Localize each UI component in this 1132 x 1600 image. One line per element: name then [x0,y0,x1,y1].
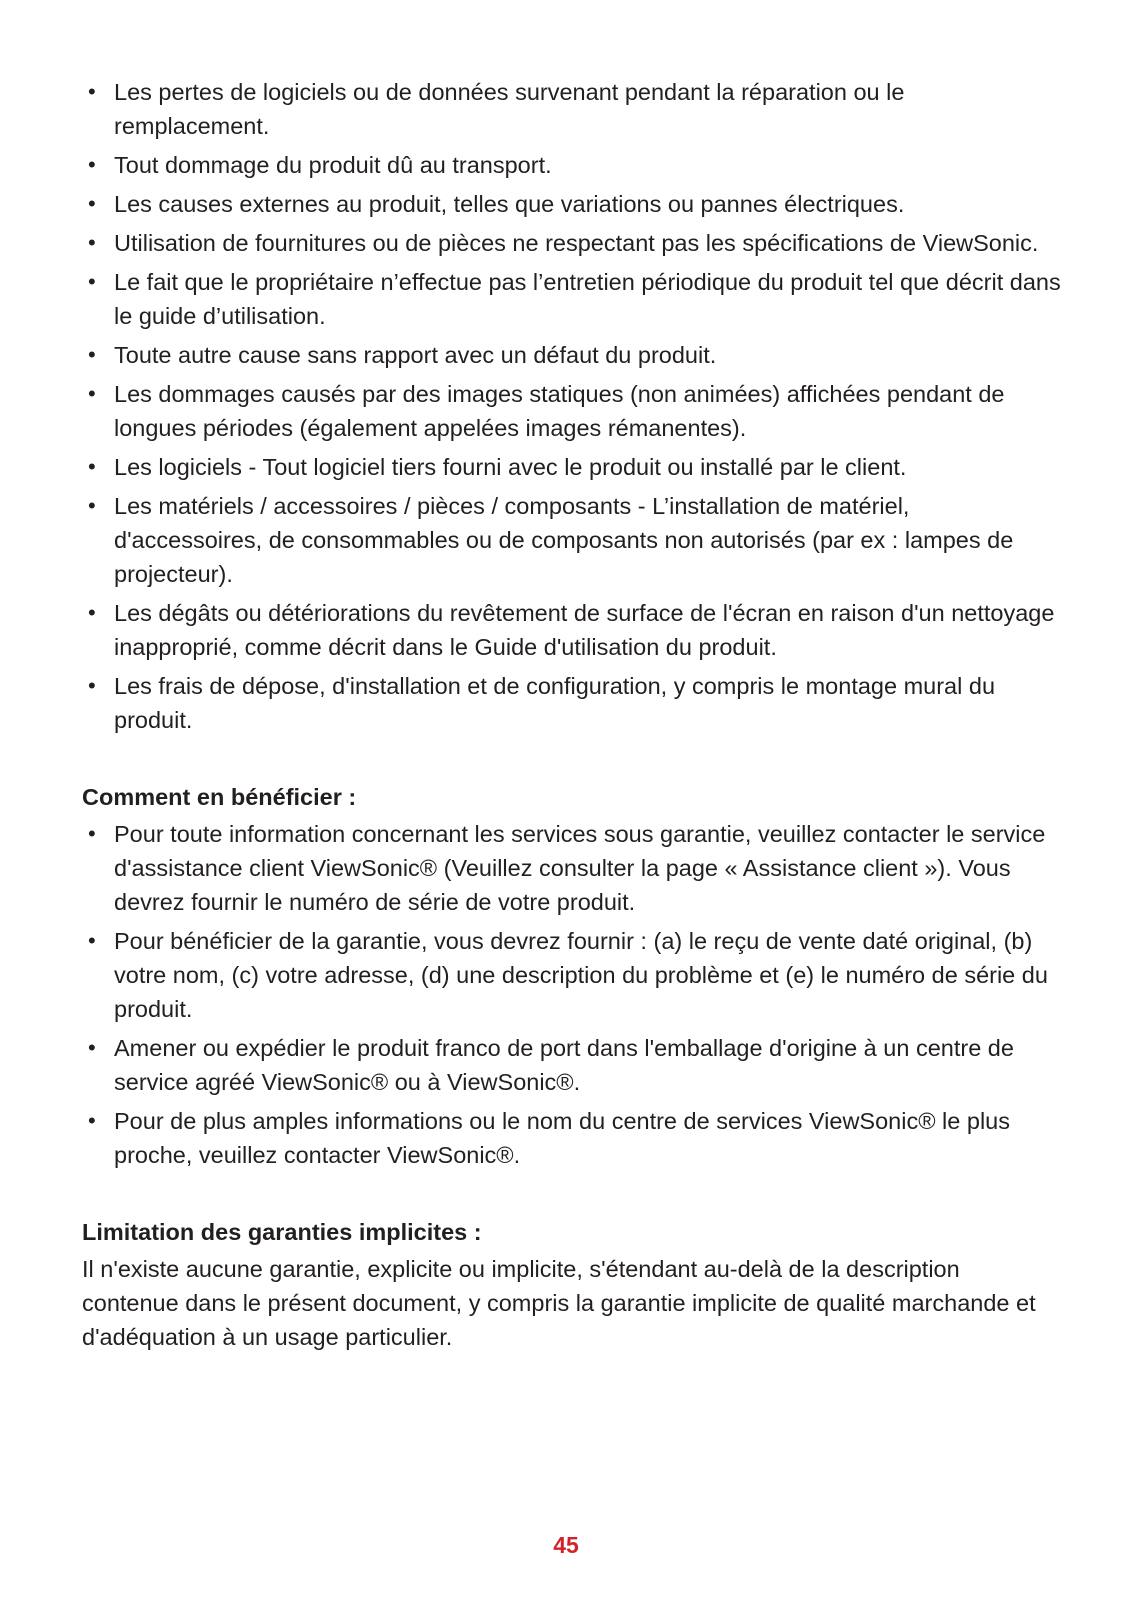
bullet-icon: • [88,381,96,406]
list-item-text: Les dommages causés par des images statiques (non animées) affichées pendant de longues périodes (également appelées images rémanentes). [114,381,1005,441]
bullet-icon: • [88,1035,96,1060]
list-item-text: Utilisation de fournitures ou de pièces ne respectant pas les spécifications de ViewSonic. [114,230,1039,256]
bullet-icon: • [88,821,96,846]
bullet-icon: • [88,493,96,518]
list-item-text: Les dégâts ou détériorations du revêtement de surface de l'écran en raison d'un nettoyage inapproprié, comme décrit dans le Guide d'utilisation du produit. [114,600,1055,660]
bullet-icon: • [88,269,96,294]
section-title-limitation: Limitation des garanties implicites : [82,1219,482,1245]
document-page [82,75,1062,1354]
bullet-icon: • [88,342,96,367]
list-item [82,226,1062,260]
bullet-icon: • [88,600,96,625]
list-item [82,1104,1062,1172]
list-item [82,450,1062,484]
list-item [82,377,1062,445]
list-item [82,148,1062,182]
bullet-icon: • [88,152,96,177]
bullet-icon: • [88,673,96,698]
section-title-how-to: Comment en bénéficier : [82,784,357,810]
list-item-text: Tout dommage du produit dû au transport. [114,152,552,178]
page-number: 45 [553,1532,579,1558]
list-item-text: Pour de plus amples informations ou le nom du centre de services ViewSonic® le plus proche, veuillez contacter ViewSonic®. [114,1108,1010,1168]
list-item-text: Amener ou expédier le produit franco de port dans l'emballage d'origine à un centre de service agréé ViewSonic® ou à ViewSonic®. [114,1035,1014,1095]
list-item [82,817,1062,919]
bullet-icon: • [88,1108,96,1133]
list-item [82,669,1062,737]
list-item-text: Le fait que le propriétaire n’effectue pas l’entretien périodique du produit tel que décrit dans le guide d’utilisation. [114,269,1061,329]
list-item [82,596,1062,664]
list-item [82,75,1062,143]
limitation-paragraph: Il n'existe aucune garantie, explicite ou implicite, s'étendant au-delà de la description contenue dans le présent document, y compris la garantie implicite de qualité marchande et d'adéquation à un usage particulier. [82,1256,1036,1350]
bullet-icon: • [88,79,96,104]
list-item [82,1031,1062,1099]
list-item-text: Les frais de dépose, d'installation et de configuration, y compris le montage mural du produit. [114,673,996,733]
bullet-icon: • [88,928,96,953]
list-item [82,187,1062,221]
bullet-icon: • [88,230,96,255]
bullet-icon: • [88,191,96,216]
list-item-text: Les matériels / accessoires / pièces / composants - L’installation de matériel, d'accessoires, de consommables ou de composants non autorisés (par ex : lampes de projecteur). [114,493,1014,587]
list-item-text: Toute autre cause sans rapport avec un défaut du produit. [114,342,717,368]
list-item [82,265,1062,333]
list-item-text: Pour bénéficier de la garantie, vous devrez fournir : (a) le reçu de vente daté original, (b) votre nom, (c) votre adresse, (d) une description du problème et (e) le numéro de série du produit. [114,928,1048,1022]
exclusions-list [82,75,1062,737]
list-item [82,489,1062,591]
list-item-text: Les causes externes au produit, telles que variations ou pannes électriques. [114,191,905,217]
list-item-text: Les logiciels - Tout logiciel tiers fourni avec le produit ou installé par le client. [114,454,907,480]
list-item-text: Pour toute information concernant les services sous garantie, veuillez contacter le service d'assistance client ViewSonic® (Veuillez consulter la page « Assistance client »). Vous devrez fournir le numéro de série de votre produit. [114,821,1046,915]
list-item [82,924,1062,1026]
list-item-text: Les pertes de logiciels ou de données survenant pendant la réparation ou le remplacement. [114,79,905,139]
how-to-list [82,817,1062,1172]
list-item [82,338,1062,372]
bullet-icon: • [88,454,96,479]
